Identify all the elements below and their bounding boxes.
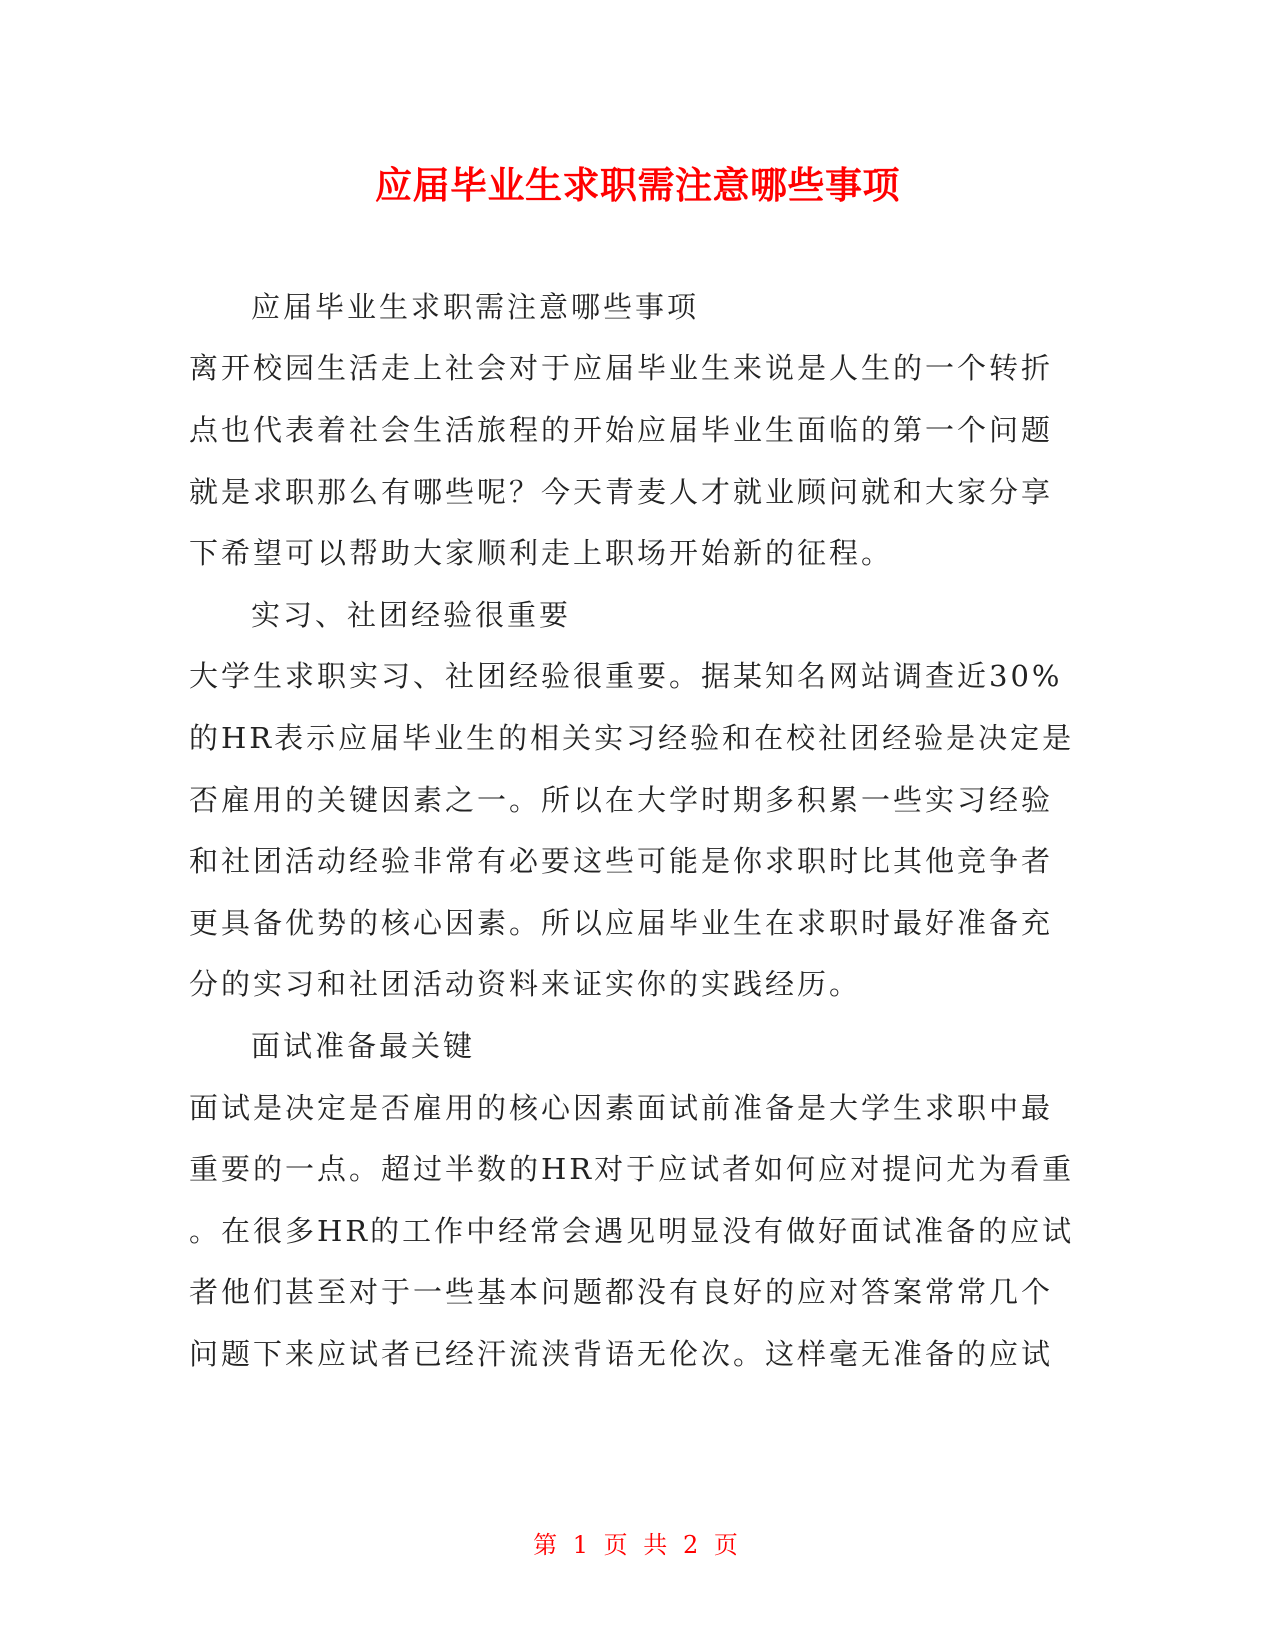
section-heading-interview: 面试准备最关键 [251,1029,476,1063]
paragraph-line: 。在很多HR的工作中经常会遇见明显没有做好面试准备的应试 [189,1214,1075,1248]
paragraph-line: 离开校园生活走上社会对于应届毕业生来说是人生的一个转折 [189,351,1054,385]
paragraph-line: 重要的一点。超过半数的HR对于应试者如何应对提问尤为看重 [189,1152,1075,1186]
section-heading-internship: 实习、社团经验很重要 [251,598,572,632]
page-footer: 第 1 页 共 2 页 [533,1531,742,1559]
paragraph-line: 更具备优势的核心因素。所以应届毕业生在求职时最好准备充 [189,906,1054,940]
intro-heading: 应届毕业生求职需注意哪些事项 [251,290,700,324]
paragraph-line: 问题下来应试者已经汗流浃背语无伦次。这样毫无准备的应试 [189,1337,1054,1371]
paragraph-line: 分的实习和社团活动资料来证实你的实践经历。 [189,967,862,1001]
paragraph-line: 否雇用的关键因素之一。所以在大学时期多积累一些实习经验 [189,783,1054,817]
paragraph-line: 下希望可以帮助大家顺利走上职场开始新的征程。 [189,536,894,570]
paragraph-line: 的HR表示应届毕业生的相关实习经验和在校社团经验是决定是 [189,721,1075,755]
paragraph-line: 者他们甚至对于一些基本问题都没有良好的应对答案常常几个 [189,1275,1054,1309]
document-title: 应届毕业生求职需注意哪些事项 [375,164,900,207]
paragraph-line: 和社团活动经验非常有必要这些可能是你求职时比其他竞争者 [189,844,1054,878]
paragraph-line: 面试是决定是否雇用的核心因素面试前准备是大学生求职中最 [189,1091,1054,1125]
paragraph-line: 就是求职那么有哪些呢？今天青麦人才就业顾问就和大家分享 [189,475,1054,509]
paragraph-line: 大学生求职实习、社团经验很重要。据某知名网站调查近30% [189,659,1063,693]
paragraph-line: 点也代表着社会生活旅程的开始应届毕业生面临的第一个问题 [189,413,1054,447]
